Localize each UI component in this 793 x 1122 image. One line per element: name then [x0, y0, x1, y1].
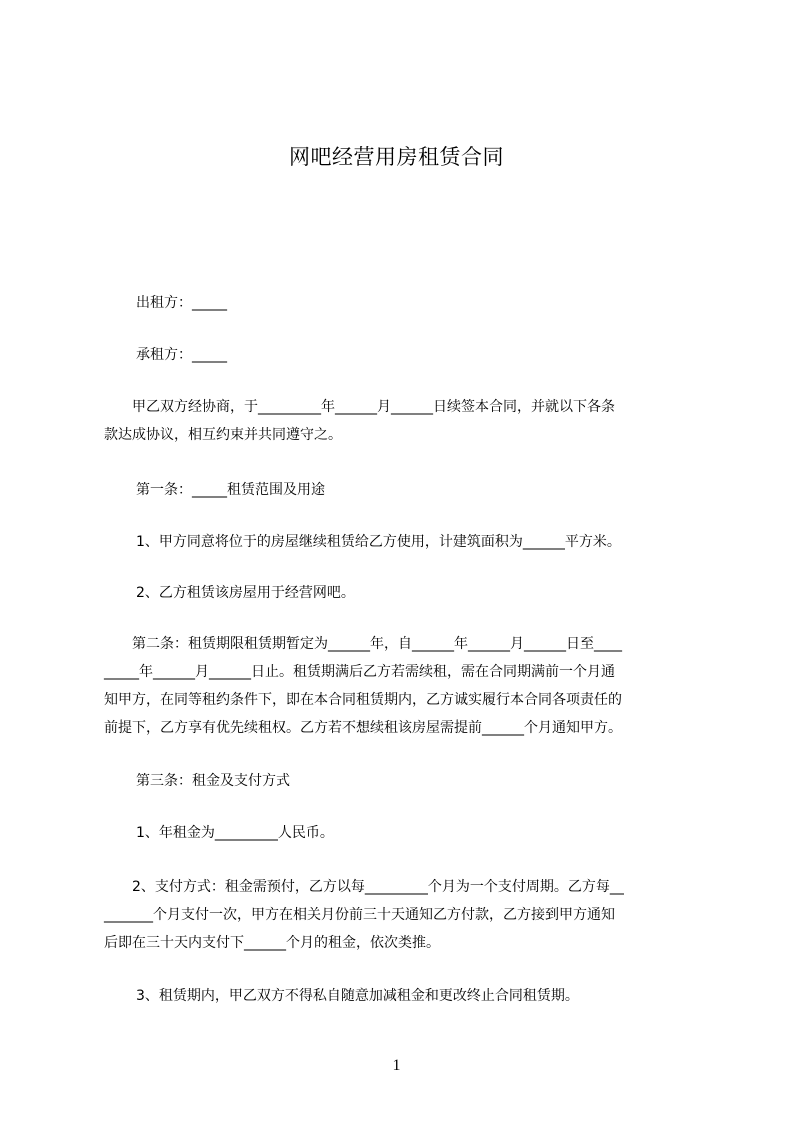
lessee-line: 承租方：_____ [136, 347, 227, 363]
article3-item2-line-3: 后即在三十天内支付下______个月的租金，依次类推。 [104, 935, 440, 951]
article3-item1: 1、年租金为_________人民币。 [136, 825, 334, 841]
article3-item2-line-1: 2、支付方式：租金需预付，乙方以每_________个月为一个支付周期。乙方每__ [132, 879, 624, 895]
article2-line-4: 前提下，乙方享有优先续租权。乙方若不想续租该房屋需提前______个月通知甲方。 [104, 720, 622, 736]
article2-line-2: _____年______月______日止。租赁期满后乙方若需续租，需在合同期满前一个月通 [104, 664, 615, 680]
article2-line-3: 知甲方，在同等租约条件下，即在本合同租赁期内，乙方诚实履行本合同各项责任的 [104, 692, 622, 708]
intro-line-2: 款达成协议，相互约束并共同遵守之。 [104, 427, 342, 443]
article1-item1: 1、甲方同意将位于的房屋继续租赁给乙方使用，计建筑面积为______平方米。 [136, 534, 621, 550]
document-title: 网吧经营用房租赁合同 [289, 145, 504, 169]
article1-item2: 2、乙方租赁该房屋用于经营网吧。 [136, 585, 355, 601]
article1-heading: 第一条：_____租赁范围及用途 [136, 482, 325, 498]
page-number: 1 [392, 1057, 401, 1074]
article3-item2-line-2: _______个月支付一次，甲方在相关月份前三十天通知乙方付款，乙方接到甲方通知 [104, 907, 615, 923]
article2-line-1: 第二条：租赁期限租赁期暂定为______年，自______年______月______日至____ [132, 636, 622, 652]
lessor-line: 出租方：_____ [136, 295, 227, 311]
intro-line-1: 甲乙双方经协商，于_________年______月______日续签本合同，并就以下各条 [132, 399, 615, 415]
article3-item3: 3、租赁期内，甲乙双方不得私自随意加减租金和更改终止合同租赁期。 [136, 988, 579, 1004]
article3-heading: 第三条：租金及支付方式 [136, 773, 290, 789]
